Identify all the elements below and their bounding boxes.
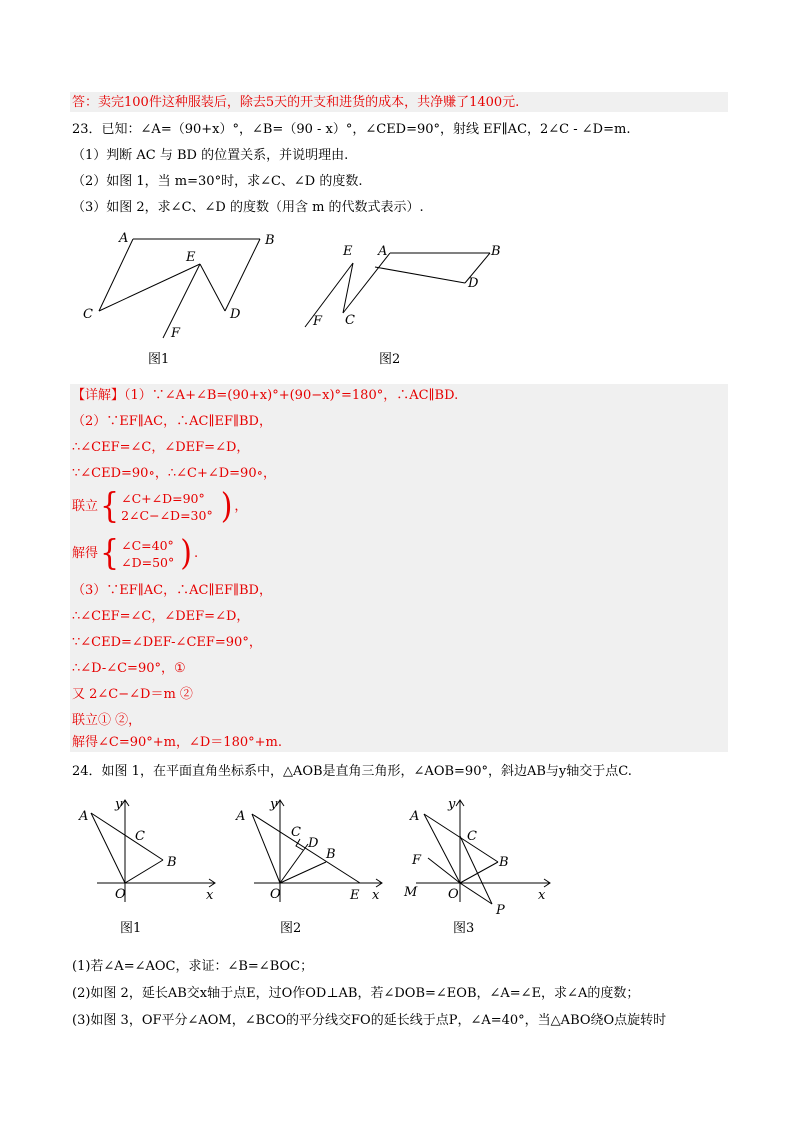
fig2-label-c: C bbox=[345, 313, 355, 328]
system-1-row-2: 2∠C−∠D=30° bbox=[121, 508, 213, 523]
q24-stem: 24．如图 1，在平面直角坐标系中，△AOB是直角三角形，∠AOB=90°，斜边AB与y轴交于点C. bbox=[72, 764, 632, 779]
solution-line-3: ∴∠CEF=∠C，∠DEF=∠D， bbox=[72, 440, 250, 455]
q24-fig2-caption: 图2 bbox=[280, 921, 302, 936]
q24-part3: (3)如图 3，OF平分∠AOM，∠BCO的平分线交FO的延长线于点P，∠A=40°，当△ABO绕O点旋转时 bbox=[72, 1013, 667, 1028]
q23-figure-1 bbox=[75, 225, 285, 370]
q24-fig3-label-o: O bbox=[448, 887, 459, 902]
q24-fig3-caption: 图3 bbox=[453, 921, 475, 936]
fig1-label-c: C bbox=[83, 307, 93, 322]
q23-part2: （2）如图 1，当 m=30°时，求∠C、∠D 的度数. bbox=[72, 174, 363, 189]
fig2-label-a: A bbox=[378, 244, 388, 259]
q24-fig1-label-c: C bbox=[135, 829, 145, 844]
fig2-label-b: B bbox=[491, 244, 501, 259]
solution-system-1: 联立 { ∠C+∠D=90° 2∠C−∠D=30° ) ， bbox=[72, 486, 248, 527]
fig2-label-d: D bbox=[468, 276, 479, 291]
fig1-label-f: F bbox=[171, 326, 181, 341]
fig1-label-d: D bbox=[230, 307, 241, 322]
system-2-suffix: . bbox=[193, 546, 199, 561]
solution-line-4: ∵∠CED=90∘，∴∠C+∠D=90∘， bbox=[72, 466, 276, 481]
fig1-label-e: E bbox=[186, 250, 196, 265]
q24-fig3-label-m: M bbox=[404, 885, 418, 900]
q23-figure-2 bbox=[295, 235, 520, 375]
q24-fig3-label-y: y bbox=[448, 797, 456, 812]
solution-tag: 【详解】 bbox=[72, 388, 125, 403]
q24-figure-1 bbox=[75, 792, 225, 942]
q24-fig1-caption: 图1 bbox=[120, 921, 142, 936]
system-1-row-1: ∠C+∠D=90° bbox=[121, 491, 205, 506]
solution-line-7: （3）∵EF∥AC，∴AC∥EF∥BD， bbox=[72, 583, 272, 598]
fig1-label-b: B bbox=[265, 233, 275, 248]
fig1-caption: 图1 bbox=[148, 352, 170, 367]
q24-fig2-label-c: C bbox=[291, 825, 301, 840]
solution-line-13: 解得∠C=90°+m，∠D＝180°+m. bbox=[72, 735, 282, 750]
system-2-prefix: 解得 bbox=[72, 546, 99, 561]
q23-stem: 23．已知：∠A=（90+x）°，∠B=（90 - x）°，∠CED=90°，射线 EF∥AC，2∠C - ∠D=m. bbox=[72, 122, 631, 137]
q24-fig1-label-o: O bbox=[115, 887, 126, 902]
q24-fig3-label-a: A bbox=[410, 809, 420, 824]
q24-fig1-label-a: A bbox=[79, 809, 89, 824]
solution-line-11: 又 2∠C−∠D＝m ② bbox=[72, 687, 193, 702]
solution-line-10: ∴∠D-∠C=90°，① bbox=[72, 661, 186, 676]
answer-line: 答：卖完100件这种服装后，除去5天的开支和进货的成本，共净赚了1400元. bbox=[72, 95, 520, 110]
system-1-suffix: ， bbox=[234, 499, 248, 514]
system-1-prefix: 联立 bbox=[72, 499, 99, 514]
q24-part1: (1)若∠A=∠AOC，求证：∠B=∠BOC； bbox=[72, 959, 314, 974]
solution-line-1-text: （1）∵∠A+∠B=(90+x)°+(90−x)°=180°，∴AC∥BD. bbox=[124, 388, 459, 403]
q24-fig2-label-x: x bbox=[372, 888, 380, 903]
q24-fig3-label-b: B bbox=[499, 855, 509, 870]
q24-fig2-label-b: B bbox=[326, 847, 336, 862]
solution-line-2: （2）∵EF∥AC，∴AC∥EF∥BD， bbox=[72, 414, 272, 429]
q24-fig2-label-o: O bbox=[270, 887, 281, 902]
solution-line-8: ∴∠CEF=∠C，∠DEF=∠D， bbox=[72, 609, 250, 624]
solution-system-2: 解得 { ∠C=40° ∠D=50° ) . bbox=[72, 533, 199, 574]
q24-fig1-label-x: x bbox=[206, 888, 214, 903]
q24-fig2-label-y: y bbox=[270, 797, 278, 812]
solution-line-9: ∵∠CED=∠DEF-∠CEF=90°， bbox=[72, 635, 262, 650]
q24-fig3-label-f: F bbox=[412, 853, 422, 868]
q24-fig1-label-b: B bbox=[167, 855, 177, 870]
q24-fig2-label-d: D bbox=[308, 836, 319, 851]
fig2-label-e: E bbox=[343, 244, 353, 259]
q23-part1: （1）判断 AC 与 BD 的位置关系，并说明理由. bbox=[72, 148, 349, 163]
q24-figure-3 bbox=[398, 792, 558, 942]
q24-figure-2 bbox=[232, 792, 392, 942]
q24-fig1-label-y: y bbox=[115, 797, 123, 812]
system-2-row-2: ∠D=50° bbox=[121, 555, 175, 570]
q24-fig2-label-a: A bbox=[236, 809, 246, 824]
q24-fig3-label-p: P bbox=[496, 903, 505, 918]
system-2-row-1: ∠C=40° bbox=[121, 538, 174, 553]
q24-fig2-label-e: E bbox=[350, 888, 360, 903]
solution-line-12: 联立① ②， bbox=[72, 713, 142, 728]
fig1-label-a: A bbox=[119, 231, 129, 246]
q24-part2: (2)如图 2，延长AB交x轴于点E，过O作OD⊥AB，若∠DOB=∠EOB，∠A=∠E，求∠A的度数； bbox=[72, 986, 640, 1001]
q23-part3: （3）如图 2，求∠C、∠D 的度数（用含 m 的代数式表示）. bbox=[72, 200, 424, 215]
fig2-caption: 图2 bbox=[379, 352, 401, 367]
q24-fig3-label-x: x bbox=[538, 888, 546, 903]
fig2-label-f: F bbox=[313, 314, 323, 329]
solution-line-1 bbox=[72, 387, 458, 405]
q24-fig3-label-c: C bbox=[467, 829, 477, 844]
